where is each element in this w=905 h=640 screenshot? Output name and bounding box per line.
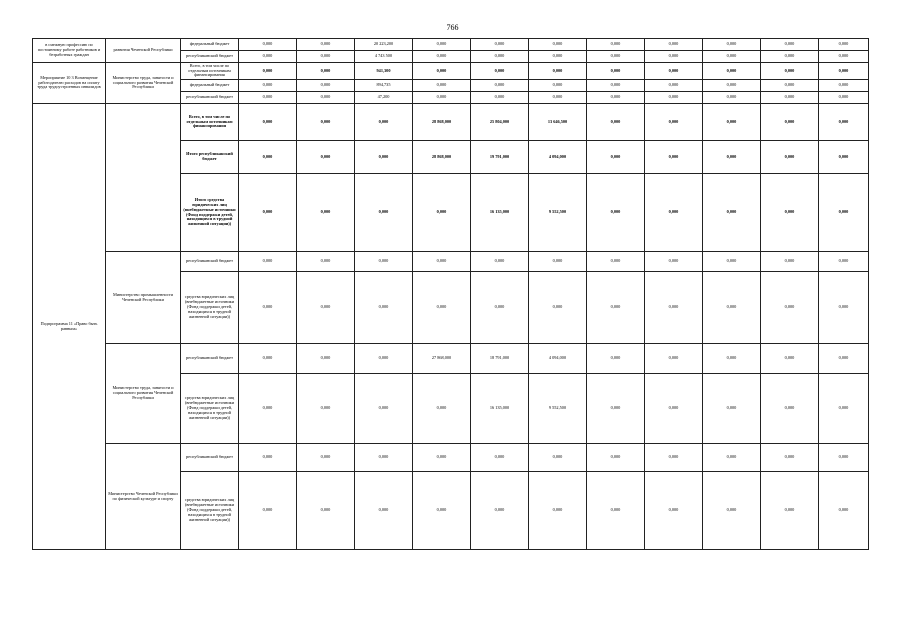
page-number: 766 [446,23,459,32]
table-row: средства юридических лиц (внебюджетные источники (Фонд поддержки детей, находящихся в трудной жизненной ситуации)) 0,000 0,000 0,000 0,000 0,000 0,000 0,000 0,000 0,000 0,000 0,000 [33,272,869,344]
funding-source: Итого республиканский бюджет [181,141,239,174]
table-row: федеральный бюджет 0,000 0,000 894,735 0,000 0,000 0,000 0,000 0,000 0,000 0,000 0,000 [33,80,869,92]
table-row: Министерство труда, занятости и социального развития Чеченской Республики республиканский бюджет 0,000 0,000 0,000 27 868,000 18 791,000 4 094,000 0,000 0,000 0,000 0,000 0,000 [33,344,869,374]
table-row: Итого республиканский бюджет 0,000 0,000 0,000 28 868,000 19 791,000 4 094,000 0,000 0,000 0,000 0,000 0,000 [33,141,869,174]
responsible-executor [106,104,181,252]
table-row: средства юридических лиц (внебюджетные источники (Фонд поддержки детей, находящихся в трудной жизненной ситуации)) 0,000 0,000 0,000 0,000 16 135,000 9 552,500 0,000 0,000 0,000 0,000 0,000 [33,374,869,444]
subprogram-label: Подпрограмма 11 «Право быть равным» [33,104,106,550]
table-row: Министерство Чеченской Республики по физической культуре и спорту республиканский бюджет 0,000 0,000 0,000 0,000 0,000 0,000 0,000 0,000 0,000 0,000 0,000 [33,444,869,472]
funding-source: республиканский бюджет [181,344,239,374]
funding-source: Всего, в том числе по отдельным источникам финансирования [181,63,239,80]
budget-table [32,38,869,550]
funding-source: федеральный бюджет [181,80,239,92]
table-row: Мероприятие 10 3 Возмещение работодателю расходов на оплату труда трудоустроенных инвалидов Министерство труда, занятости и социального развития Чеченской Республики Всего, в том числе по отдельным источникам финансирования 0,000 0,000 941,300 0,000 0,000 0,000 0,000 0,000 0,000 0,000 0,000 [33,63,869,80]
table-row: в смежную профессию по постоянному работе работников и безработных граждан развития Чеченской Республики федеральный бюджет 0,000 0,000 20 223,200 0,000 0,000 0,000 0,000 0,000 0,000 0,000 0,000 [33,39,869,51]
responsible-executor: Министерство Чеченской Республики по физической культуре и спорту [106,444,181,550]
table-row: республиканский бюджет 0,000 0,000 4 743 500 0,000 0,000 0,000 0,000 0,000 0,000 0,000 0,000 [33,51,869,63]
row-group-label: Мероприятие 10 3 Возмещение работодателю расходов на оплату труда трудоустроенных инвалидов [33,63,106,104]
funding-source: республиканский бюджет [181,92,239,104]
funding-source: республиканский бюджет [181,51,239,63]
funding-source: средства юридических лиц (внебюджетные источники (Фонд поддержки детей, находящихся в трудной жизненной ситуации)) [181,374,239,444]
funding-source: республиканский бюджет [181,444,239,472]
funding-source: средства юридических лиц (внебюджетные источники (Фонд поддержки детей, находящихся в трудной жизненной ситуации)) [181,472,239,550]
responsible-executor: Министерство труда, занятости и социального развития Чеченской Республики [106,63,181,104]
responsible-executor: развития Чеченской Республики [106,39,181,63]
responsible-executor: Министерство труда, занятости и социального развития Чеченской Республики [106,344,181,444]
responsible-executor: Министерство промышленности Чеченской Республики [106,252,181,344]
table-row: Подпрограмма 11 «Право быть равным» Всего, в том числе по отдельным источникам финансирования 0,000 0,000 0,000 28 868,000 25 804,000 13 646,500 0,000 0,000 0,000 0,000 0,000 [33,104,869,141]
table-row: средства юридических лиц (внебюджетные источники (Фонд поддержки детей, находящихся в трудной жизненной ситуации)) 0,000 0,000 0,000 0,000 0,000 0,000 0,000 0,000 0,000 0,000 0,000 [33,472,869,550]
row-group-label: в смежную профессию по постоянному работе работников и безработных граждан [33,39,106,63]
funding-source: федеральный бюджет [181,39,239,51]
table-row: Итого средства юридических лиц (внебюджетные источники (Фонд поддержки детей, находящихся в трудной жизненной ситуации)) 0,000 0,000 0,000 0,000 16 135,000 9 552,500 0,000 0,000 0,000 0,000 0,000 [33,174,869,252]
funding-source: Итого средства юридических лиц (внебюджетные источники (Фонд поддержки детей, находящихся в трудной жизненной ситуации)) [181,174,239,252]
funding-source: республиканский бюджет [181,252,239,272]
table-row: республиканский бюджет 0,000 0,000 47,200 0,000 0,000 0,000 0,000 0,000 0,000 0,000 0,000 [33,92,869,104]
table-row: Министерство промышленности Чеченской Республики республиканский бюджет 0,000 0,000 0,000 0,000 0,000 0,000 0,000 0,000 0,000 0,000 0,000 [33,252,869,272]
funding-source: средства юридических лиц (внебюджетные источники (Фонд поддержки детей, находящихся в трудной жизненной ситуации)) [181,272,239,344]
funding-source: Всего, в том числе по отдельным источникам финансирования [181,104,239,141]
